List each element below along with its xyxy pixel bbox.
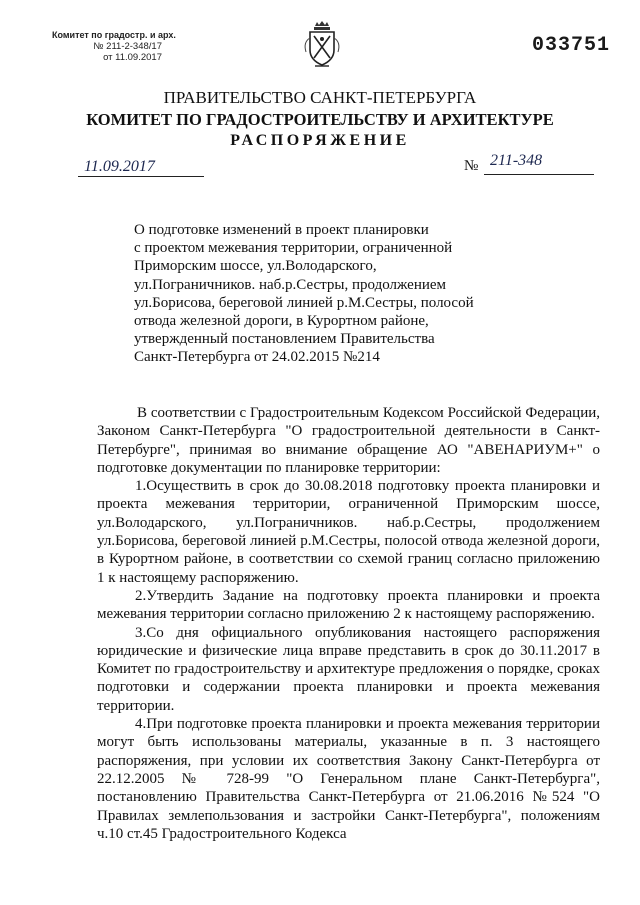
subject-line: О подготовке изменений в проект планировки xyxy=(134,222,429,238)
document-type-heading: РАСПОРЯЖЕНИЕ xyxy=(230,132,410,149)
subject-line: Санкт-Петербурга от 24.02.2015 №214 xyxy=(134,349,380,366)
clause-paragraph: 1.Осуществить в срок до 30.08.2018 подготовку проекта планировки и проекта межевания территории, ограниченной Приморским шоссе, ул.Володарского, ул.Пограничников. наб.р.Сестры, продолжением ул.Борисова, береговой линией р.М.Сестры, полосой отвода железной дороги, в Курортном районе, в соответствии со схемой границ согласно приложению 1 к настоящему распоряжению. xyxy=(97,478,600,586)
preamble-paragraph: В соответствии с Градостроительным Кодексом Российской Федерации, Законом Санкт-Петербурга "О градостроительной деятельности в Санкт-Петербурге", принимая во внимание обращение АО "АВЕНАРИУМ+" о подготовке документации по планировке территории: xyxy=(97,405,600,476)
coat-of-arms-icon xyxy=(301,20,343,70)
registration-stamp xyxy=(52,30,176,63)
subject-line: утвержденный постановлением Правительства xyxy=(134,331,435,348)
subject-line: ул.Пограничников. наб.р.Сестры, продолжением xyxy=(134,276,447,293)
clause-paragraph: 4.При подготовке проекта планировки и проекта межевания территории могут быть использованы материалы, указанные в п. 3 настоящего распоряжения, при условии их соответствия Закону Санкт-Петербурга от 22.12.2005 № 728-99 "О Генеральном плане Санкт-Петербурга", постановлению Правительства Санкт-Петербурга от 21.06.2016 №524 "О Правилах землепользования и застройки Санкт-Петербурга", положениям ч.10 ст.45 Градостроительного Кодекса xyxy=(97,716,600,842)
subject-line: отвода железной дороги, в Курортном районе, xyxy=(134,313,429,330)
government-heading: ПРАВИТЕЛЬСТВО САНКТ-ПЕТЕРБУРГА xyxy=(163,88,477,107)
stamp-line-date: от 11.09.2017 xyxy=(103,52,162,63)
order-date: 11.09.2017 xyxy=(78,158,204,177)
subject-line: с проектом межевания территории, ограниченной xyxy=(134,240,453,257)
subject-block xyxy=(134,221,474,367)
order-number-label: № xyxy=(464,158,479,174)
clause-paragraph: 2.Утвердить Задание на подготовку проекта планировки и проекта межевания территории согласно приложению 2 к настоящему распоряжению. xyxy=(97,587,600,623)
clause-paragraph: 3.Со дня официального опубликования настоящего распоряжения юридические и физические лица вправе представить в срок до 30.11.2017 в Комитет по градостроительству и архитектуре предложения о порядке, сроках подготовки и содержании проекта планировки и проекта межевания территории. xyxy=(97,624,600,714)
document-serial-number: 033751 xyxy=(531,34,610,57)
stamp-line-number: № 211-2-348/17 xyxy=(93,41,162,52)
document-body xyxy=(97,404,600,843)
stamp-line-committee: Комитет по градостр. и арх. xyxy=(52,30,176,40)
subject-line: ул.Борисова, береговой линией р.М.Сестры, полосой xyxy=(134,294,474,311)
order-number: 211-348 xyxy=(484,152,594,175)
committee-heading: КОМИТЕТ ПО ГРАДОСТРОИТЕЛЬСТВУ И АРХИТЕКТУРЕ xyxy=(86,110,554,129)
subject-line: Приморским шоссе, ул.Володарского, xyxy=(134,258,377,275)
